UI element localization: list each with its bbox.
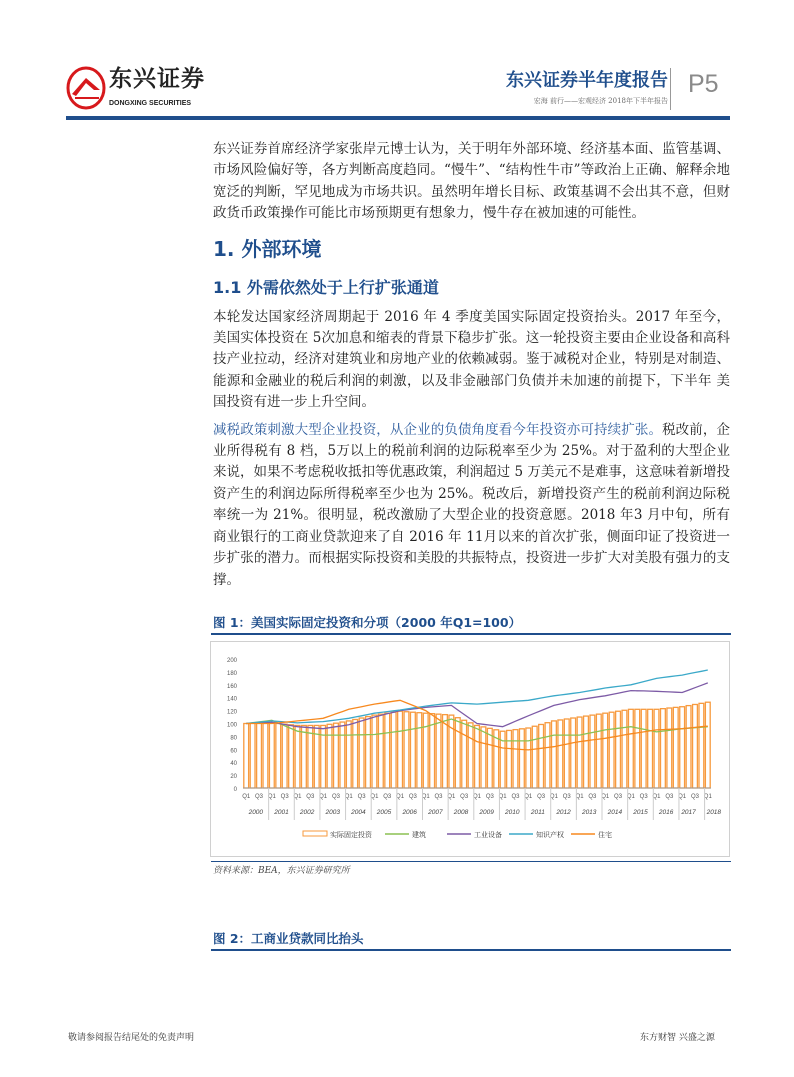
x-tick-label: Q1	[678, 793, 687, 800]
paragraph-1: 本轮发达国家经济周期起于 2016 年 4 季度美国实际固定投资抬头。2017 年至今，美国实体投资在 5次加息和缩表的背景下稳步扩张。这一轮投资主要由企业设备和高科技产业拉动，经济对建筑业和房地产业的依赖减弱。鉴于减税对企业，特别是对制造、能源和金融业的税后利润的刺激，以及非金融部门负债并未加速的前提下，下半年 美国投资有进一步上升空间。	[213, 308, 730, 411]
x-year-label: 2001	[274, 808, 289, 816]
x-tick-label: Q3	[485, 793, 494, 800]
legend-label: 住宅	[598, 830, 612, 839]
bar	[475, 725, 480, 788]
x-year-label: 2011	[530, 808, 545, 816]
figure-2-rule	[211, 949, 731, 951]
bar	[539, 724, 544, 788]
bar	[648, 709, 653, 788]
bar	[673, 707, 678, 788]
bar	[385, 713, 390, 788]
figure-1-rule	[211, 633, 731, 635]
bar	[513, 730, 518, 788]
y-tick-label: 160	[226, 683, 237, 690]
bar	[282, 724, 287, 788]
bar	[693, 704, 698, 788]
x-year-label: 2013	[581, 808, 597, 816]
bar	[327, 724, 332, 788]
bar	[622, 710, 627, 788]
y-tick-label: 140	[226, 696, 237, 703]
x-tick-label: Q1	[652, 793, 661, 800]
x-year-label: 2000	[248, 808, 264, 816]
bar	[468, 723, 473, 788]
bar	[641, 709, 646, 788]
y-tick-label: 100	[226, 722, 237, 729]
bar	[571, 718, 576, 788]
bar	[552, 721, 557, 788]
bar	[596, 714, 601, 788]
bar	[263, 723, 268, 788]
header-divider	[670, 68, 671, 110]
bar	[404, 712, 409, 788]
x-year-label: 2014	[607, 808, 623, 816]
bar	[609, 712, 614, 788]
bar	[417, 713, 422, 788]
bar	[346, 721, 351, 788]
x-tick-label: Q3	[665, 793, 674, 800]
bar	[372, 715, 377, 788]
bar	[308, 725, 313, 788]
x-tick-label: Q3	[280, 793, 289, 800]
bar	[276, 723, 281, 788]
x-tick-label: Q1	[626, 793, 635, 800]
x-tick-label: Q1	[447, 793, 456, 800]
bar	[590, 715, 595, 788]
paragraph-2	[213, 420, 730, 591]
figure-1-title: 图 1：美国实际固定投资和分项（2000 年Q1=100）	[213, 614, 522, 630]
logo-text: 东兴证券	[109, 66, 205, 92]
x-year-label: 2004	[351, 808, 366, 816]
x-year-label: 2005	[376, 808, 392, 816]
bar	[545, 723, 550, 788]
x-tick-label: Q1	[498, 793, 507, 800]
company-logo	[66, 66, 206, 114]
bar	[519, 729, 524, 788]
section-heading: 1. 外部环境	[213, 236, 322, 261]
bar	[250, 723, 255, 788]
x-tick-label: Q1	[549, 793, 558, 800]
x-tick-label: Q3	[614, 793, 623, 800]
bar	[699, 703, 704, 788]
x-year-label: 2002	[299, 808, 315, 816]
bar	[366, 716, 371, 787]
x-tick-label: Q1	[575, 793, 584, 800]
x-tick-label: Q3	[408, 793, 417, 800]
bar	[507, 730, 512, 788]
bar	[705, 702, 710, 788]
bar	[667, 708, 672, 788]
x-tick-label: Q1	[242, 793, 251, 800]
bar	[443, 715, 448, 788]
report-title: 东兴证券半年度报告	[506, 70, 668, 91]
bar	[398, 711, 403, 788]
paragraph-2-body: 税改前，企业所得税有 8 档，5万以上的税前利润的边际税率至少为 25%。对于盈利的大型企业来说，如果不考虑税收抵扣等优惠政策，利润超过 5 万美元不是难事，这意味着新增投资产生的利润边际所得税率至少也为 25%。税改后，新增投资产生的税前利润边际税率统一为 21%。很明显，税改激励了大型企业的投资意愿。2018 年3 月中旬，所有商业银行的工商业贷款迎来了自 2016 年 11月以来的首次扩张，侧面印证了投资进一步扩张的潜力。而根据实际投资和美股的共振特点，投资进一步扩大对美股有强力的支撑。	[213, 421, 731, 588]
figure-1-bottom-rule	[211, 861, 731, 863]
chart-canvas	[211, 642, 729, 856]
x-year-label: 2008	[453, 808, 469, 816]
x-year-label: 2018	[706, 808, 722, 816]
y-tick-label: 200	[226, 657, 237, 664]
bar	[455, 718, 460, 788]
logo-emblem-icon	[66, 66, 108, 110]
bar	[564, 719, 569, 788]
subsection-heading: 1.1 外需依然处于上行扩张通道	[213, 277, 439, 297]
bar	[654, 709, 659, 788]
intro-paragraph: 东兴证券首席经济学家张岸元博士认为，关于明年外部环境、经济基本面、监管基调、市场风险偏好等，各方判断高度趋同。“慢牛”、“结构性牛市”等政治上正确、解释余地宽泛的判断，罕见地成为市场共识。虽然明年增长目标、政策基调不会出其不意，但财政货币政策操作可能比市场预期更有想象力，慢牛存在被加速的可能性。	[213, 141, 730, 222]
x-year-label: 2010	[505, 808, 520, 816]
x-tick-label: Q1	[293, 793, 302, 800]
bar	[410, 712, 415, 788]
bar	[359, 718, 364, 788]
footer-disclaimer: 敬请参阅报告结尾处的免责声明	[68, 1033, 195, 1043]
footer-slogan: 东方财智 兴盛之源	[640, 1033, 715, 1043]
bar	[680, 707, 685, 788]
bar	[449, 715, 454, 788]
bar	[628, 709, 633, 788]
bar	[603, 713, 608, 788]
x-tick-label: Q1	[421, 793, 430, 800]
bar	[526, 728, 531, 788]
y-tick-label: 120	[226, 709, 237, 716]
bar	[577, 717, 582, 788]
x-tick-label: Q3	[588, 793, 597, 800]
bar	[661, 709, 666, 788]
x-tick-label: Q3	[639, 793, 648, 800]
x-tick-label: Q1	[396, 793, 405, 800]
bar	[295, 725, 300, 788]
x-tick-label: Q1	[524, 793, 533, 800]
bar	[334, 723, 339, 788]
bar	[616, 711, 621, 788]
header-rule	[66, 116, 730, 120]
x-tick-label: Q3	[537, 793, 546, 800]
x-year-label: 2003	[325, 808, 340, 816]
y-tick-label: 40	[230, 761, 237, 768]
x-year-label: 2012	[556, 808, 571, 816]
bar	[378, 714, 383, 788]
x-tick-label: Q3	[511, 793, 520, 800]
x-tick-label: Q3	[255, 793, 264, 800]
bar	[301, 725, 306, 788]
bar	[269, 723, 274, 788]
x-tick-label: Q3	[331, 793, 340, 800]
x-tick-label: Q3	[690, 793, 699, 800]
x-year-label: 2009	[479, 808, 494, 816]
y-tick-label: 60	[230, 748, 237, 755]
bar	[532, 726, 537, 788]
y-tick-label: 0	[233, 786, 237, 793]
bar	[635, 709, 640, 788]
bar	[353, 719, 358, 788]
figure-1-chart	[210, 641, 730, 857]
bar	[686, 706, 691, 788]
bar	[257, 723, 262, 788]
paragraph-highlight: 减税政策刺激大型企业投资，从企业的负债角度看今年投资亦可持续扩张。	[213, 421, 663, 438]
x-tick-label: Q3	[562, 793, 571, 800]
x-year-label: 2015	[633, 808, 648, 816]
x-tick-label: Q1	[703, 793, 712, 800]
bar	[436, 714, 441, 788]
x-year-label: 2017	[681, 808, 696, 816]
report-subtitle: 宏海 前行——宏观经济 2018年下半年报告	[533, 97, 668, 105]
x-tick-label: Q3	[357, 793, 366, 800]
logo-subtext: DONGXING SECURITIES	[109, 100, 192, 107]
legend-label: 工业设备	[474, 830, 502, 839]
x-tick-label: Q1	[319, 793, 328, 800]
x-tick-label: Q1	[344, 793, 353, 800]
bar	[244, 723, 249, 788]
x-tick-label: Q3	[306, 793, 315, 800]
legend-swatch-bar	[303, 831, 327, 836]
main-column	[213, 139, 730, 951]
x-tick-label: Q1	[601, 793, 610, 800]
series-line-ip	[246, 670, 708, 724]
x-tick-label: Q3	[460, 793, 469, 800]
x-tick-label: Q3	[383, 793, 392, 800]
x-tick-label: Q3	[434, 793, 443, 800]
legend-label: 实际固定投资	[330, 830, 372, 839]
y-tick-label: 80	[230, 735, 237, 742]
bar	[340, 722, 345, 788]
bar	[481, 727, 486, 788]
x-tick-label: Q1	[472, 793, 482, 800]
x-tick-label: Q1	[267, 793, 276, 800]
x-year-label: 2016	[658, 808, 674, 816]
x-year-label: 2006	[402, 808, 417, 816]
bar	[558, 720, 563, 788]
bar	[289, 725, 294, 788]
bar	[487, 728, 492, 788]
y-tick-label: 180	[226, 670, 237, 677]
y-tick-label: 20	[230, 774, 237, 781]
figure-2-title: 图 2：工商业贷款同比抬头	[213, 931, 364, 947]
figure-1-source: 资料来源：BEA，东兴证券研究所	[213, 866, 350, 877]
legend-label: 建筑	[412, 830, 426, 839]
bar	[423, 713, 428, 788]
bar	[391, 712, 396, 788]
bar	[584, 716, 589, 788]
x-year-label: 2007	[428, 808, 443, 816]
legend-label: 知识产权	[536, 830, 564, 839]
bar	[462, 720, 467, 788]
x-tick-label: Q1	[370, 793, 379, 800]
page-number: P5	[688, 70, 719, 98]
